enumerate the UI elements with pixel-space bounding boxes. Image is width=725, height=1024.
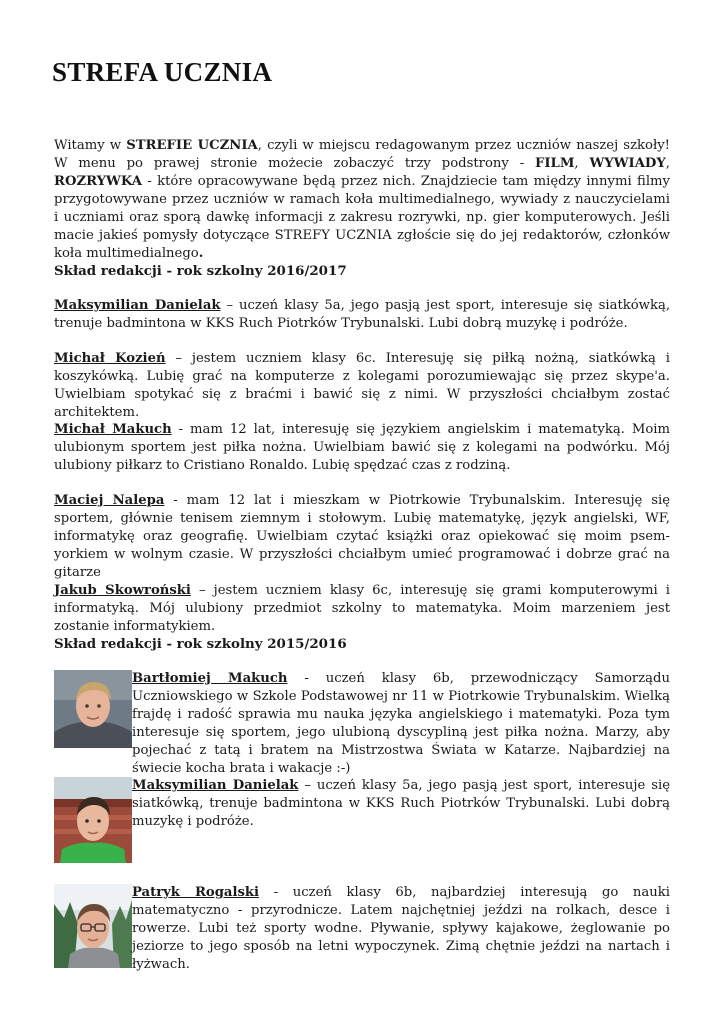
member-name: Maciej Nalepa: [54, 493, 165, 508]
member-name: Michał Kozień: [54, 351, 166, 366]
member-description: – jestem uczniem klasy 6c, interesuję się grami komputerowymi i informatyką. Mój ulubiony przedmiot szkolny to matematyka. Moim marzeniem jest zostanie informatykiem.: [54, 583, 670, 634]
intro-text: ,: [665, 156, 670, 171]
section-heading-2016: Skład redakcji - rok szkolny 2016/2017: [54, 263, 347, 279]
member-entry: [54, 297, 670, 333]
member-entry: [54, 492, 670, 582]
intro-text: - które opracowywane będą przez nich. Znajdziecie tam między innymi filmy przygotowywane przez uczniów w ramach koła multimedialnego, wywiady z nauczycielami i uczniami oraz sporą dawkę informacji z zakresu rozrywki, np. gier komputerowych. Jeśli macie jakieś pomysły dotyczące STREFY UCZNIA zgłoście się do jej redaktorów, członków koła multimedialnego: [54, 174, 670, 261]
member-text: [132, 884, 670, 974]
member-entry-with-photo: [54, 670, 670, 776]
intro-bold-strefa: STREFIE UCZNIA: [126, 138, 258, 153]
member-description: – uczeń klasy 5a, jego pasją jest sport, interesuje się siatkówką, trenuje badmintona w KKS Ruch Piotrków Trybunalski. Lubi dobrą muzykę i podróże.: [54, 298, 671, 331]
student-photo: [54, 670, 132, 748]
member-entry-with-photo: [54, 884, 670, 972]
member-entry-with-photo: [54, 777, 670, 863]
member-entry: [54, 582, 670, 636]
member-description: – jestem uczniem klasy 6c. Interesuję się piłką nożną, siatkówką i koszykówką. Lubię grać na komputerze z kolegami porozumiewając się przez skype'a. Uwielbiam spotykać się z braćmi i bawić się z nimi. W przyszłości chciałbym zostać architektem.: [54, 351, 671, 420]
intro-paragraph: [54, 137, 670, 263]
intro-text: , czyli w miejscu redagowanym przez uczniów naszej szkoły! W menu po prawej stronie możecie zobaczyć trzy podstrony -: [54, 138, 670, 171]
intro-text: ,: [574, 156, 590, 171]
member-text: [132, 777, 670, 831]
section-heading-2015: Skład redakcji - rok szkolny 2015/2016: [54, 636, 347, 652]
student-photo: [54, 884, 132, 968]
member-name: Jakub Skowroński: [54, 583, 191, 598]
member-entry: [54, 350, 670, 422]
intro-bold-wywiady: WYWIADY: [589, 156, 666, 171]
member-name: Maksymilian Danielak: [54, 298, 221, 313]
member-text: [132, 670, 670, 778]
member-description: - uczeń klasy 6b, przewodniczący Samorządu Uczniowskiego w Szkole Podstawowej nr 11 w Piotrkowie Trybunalskim. Wielką frajdę i radość sprawia mu nauka języka angielskiego i matematyki. Poza tym interesuje się sportem, jego ulubioną dyscypliną jest piłka nożna. Marzy, aby pojechać z tatą i bratem na Mistrzostwa Świata w Katarze. Najbardziej na świecie kocha brata i wakacje :-): [132, 671, 670, 776]
member-name: Bartłomiej Makuch: [132, 671, 288, 686]
member-description: - mam 12 lat i mieszkam w Piotrkowie Trybunalskim. Interesuję się sportem, głównie tenisem ziemnym i stołowym. Lubię matematykę, język angielski, WF, informatykę oraz geografię. Uwielbiam czytać książki oraz opiekować się moim psem- yorkiem w wolnym czasie. W przyszłości chciałbym umieć programować i dobrze grać na gitarze: [54, 493, 671, 580]
member-description: - mam 12 lat, interesuję się językiem angielskim i matematyką. Moim ulubionym sportem jest piłka nożna. Uwielbiam bawić się z kolegami na podwórku. Mój ulubiony piłkarz to Cristiano Ronaldo. Lubię spędzać czas z rodziną.: [54, 422, 670, 473]
member-description: - uczeń klasy 6b, najbardziej interesują go nauki matematyczno - przyrodnicze. Latem najchętniej jeździ na rolkach, desce i rowerze. Lubi też sporty wodne. Pływanie, spływy kajakowe, żeglowanie po jeziorze to jego sposób na letni wypoczynek. Zimą chętnie jeździ na nartach i łyżwach.: [132, 885, 670, 972]
member-name: Maksymilian Danielak: [132, 778, 299, 793]
member-entry: [54, 421, 670, 475]
page-title: STREFA UCZNIA: [52, 57, 273, 87]
intro-bold-rozrywka: ROZRYWKA: [54, 174, 143, 189]
student-photo: [54, 777, 132, 863]
intro-bold-period: .: [198, 246, 204, 261]
member-name: Patryk Rogalski: [132, 885, 260, 900]
intro-text: Witamy w: [54, 138, 127, 153]
intro-bold-film: FILM: [535, 156, 575, 171]
member-description: – uczeń klasy 5a, jego pasją jest sport, interesuje się siatkówką, trenuje badmintona w KKS Ruch Piotrków Trybunalski. Lubi dobrą muzykę i podróże.: [132, 778, 670, 829]
member-name: Michał Makuch: [54, 422, 172, 437]
